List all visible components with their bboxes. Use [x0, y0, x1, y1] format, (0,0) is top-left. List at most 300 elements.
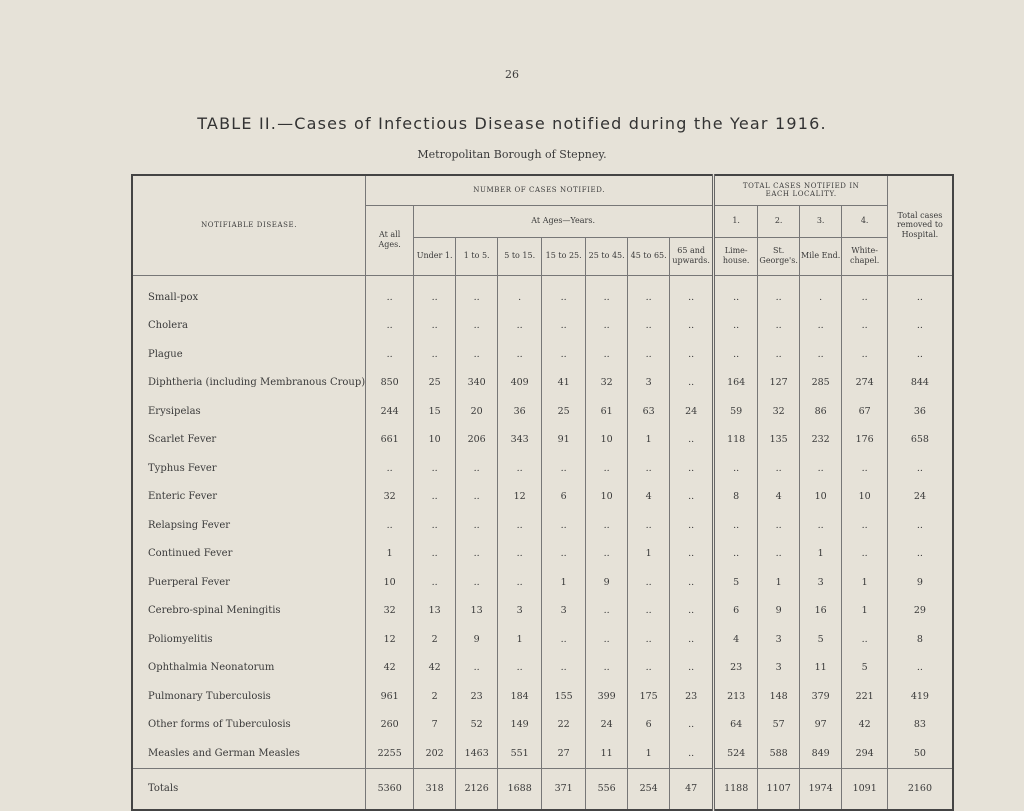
disease-cell — [132, 597, 366, 626]
value-cell: 9 — [888, 568, 953, 597]
value-cell: 2160 — [888, 768, 953, 810]
value-cell: 419 — [888, 682, 953, 711]
value-cell: .. — [670, 597, 714, 626]
header-all-ages: At all Ages. — [366, 205, 414, 275]
value-cell: .. — [842, 511, 888, 540]
header-age-15-25: 15 to 25. — [542, 237, 586, 275]
header-locality-num-4: 4. — [842, 205, 888, 237]
header-age-65-up: 65 and upwards. — [670, 237, 714, 275]
value-cell: .. — [366, 511, 414, 540]
value-cell: 184 — [498, 682, 542, 711]
disease-name: Poliomyelitis — [148, 633, 213, 645]
value-cell: .. — [586, 654, 628, 683]
value-cell: 16 — [800, 597, 842, 626]
value-cell: .. — [628, 283, 670, 312]
value-cell: 22 — [542, 711, 586, 740]
value-cell: 399 — [586, 682, 628, 711]
value-cell: 6 — [628, 711, 670, 740]
header-total-locality: TOTAL CASES NOTIFIED IN EACH LOCALITY. — [714, 175, 888, 205]
value-cell: 3 — [542, 597, 586, 626]
disease-name: Cholera — [148, 320, 188, 332]
disease-cell — [132, 711, 366, 740]
value-cell: .. — [456, 454, 498, 483]
value-cell: 849 — [800, 739, 842, 768]
value-cell: 52 — [456, 711, 498, 740]
value-cell: 135 — [758, 426, 800, 455]
value-cell: 24 — [586, 711, 628, 740]
header-age-45-65: 45 to 65. — [628, 237, 670, 275]
value-cell: 1 — [800, 540, 842, 569]
value-cell: .. — [414, 540, 456, 569]
disease-name: Measles and German Measles — [148, 747, 300, 759]
value-cell: .. — [498, 511, 542, 540]
value-cell: . — [498, 283, 542, 312]
value-cell: 47 — [670, 768, 714, 810]
value-cell: .. — [714, 283, 758, 312]
value-cell: .. — [366, 283, 414, 312]
value-cell: 379 — [800, 682, 842, 711]
value-cell: 32 — [758, 397, 800, 426]
value-cell: 10 — [586, 426, 628, 455]
value-cell: 1 — [842, 568, 888, 597]
value-cell: 12 — [498, 483, 542, 512]
value-cell: .. — [414, 454, 456, 483]
value-cell: .. — [498, 312, 542, 341]
disease-cell — [132, 625, 366, 654]
value-cell: 5360 — [366, 768, 414, 810]
value-cell: .. — [670, 511, 714, 540]
value-cell: 59 — [714, 397, 758, 426]
disease-cell — [132, 654, 366, 683]
value-cell: 9 — [456, 625, 498, 654]
value-cell: 1 — [758, 568, 800, 597]
value-cell: .. — [366, 340, 414, 369]
value-cell: .. — [670, 568, 714, 597]
value-cell: 244 — [366, 397, 414, 426]
value-cell: 1 — [842, 597, 888, 626]
value-cell: .. — [456, 654, 498, 683]
value-cell: 340 — [456, 369, 498, 398]
value-cell: .. — [842, 312, 888, 341]
value-cell: 86 — [800, 397, 842, 426]
header-age-5-15: 5 to 15. — [498, 237, 542, 275]
value-cell: .. — [800, 340, 842, 369]
value-cell: 25 — [414, 369, 456, 398]
value-cell: 3 — [498, 597, 542, 626]
value-cell: 1974 — [800, 768, 842, 810]
value-cell: .. — [456, 568, 498, 597]
value-cell: 63 — [628, 397, 670, 426]
disease-name: Diphtheria (including Membranous Croup) — [148, 377, 366, 389]
value-cell: 27 — [542, 739, 586, 768]
value-cell: 149 — [498, 711, 542, 740]
value-cell: 371 — [542, 768, 586, 810]
value-cell: .. — [670, 625, 714, 654]
value-cell: .. — [542, 540, 586, 569]
value-cell: 844 — [888, 369, 953, 398]
value-cell: .. — [542, 340, 586, 369]
value-cell: .. — [800, 454, 842, 483]
value-cell: .. — [628, 454, 670, 483]
value-cell: .. — [888, 511, 953, 540]
value-cell: 148 — [758, 682, 800, 711]
table-body — [132, 275, 953, 810]
disease-name: Pulmonary Tuberculosis — [148, 690, 271, 702]
value-cell: .. — [456, 540, 498, 569]
disease-cell — [132, 540, 366, 569]
value-cell: 2 — [414, 682, 456, 711]
value-cell: .. — [414, 312, 456, 341]
value-cell: .. — [670, 654, 714, 683]
value-cell: 20 — [456, 397, 498, 426]
value-cell: 7 — [414, 711, 456, 740]
value-cell: 8 — [888, 625, 953, 654]
value-cell: 32 — [366, 597, 414, 626]
totals-row — [132, 768, 953, 810]
value-cell: 1 — [498, 625, 542, 654]
table-row — [132, 540, 953, 569]
value-cell: 260 — [366, 711, 414, 740]
value-cell: 64 — [714, 711, 758, 740]
value-cell: .. — [366, 312, 414, 341]
value-cell: .. — [800, 511, 842, 540]
value-cell: 11 — [586, 739, 628, 768]
value-cell: 9 — [586, 568, 628, 597]
disease-name: Small-pox — [148, 291, 199, 303]
value-cell: 4 — [758, 483, 800, 512]
value-cell: 5 — [800, 625, 842, 654]
header-locality-whitechapel: White-chapel. — [842, 237, 888, 275]
value-cell: .. — [366, 454, 414, 483]
value-cell: 551 — [498, 739, 542, 768]
value-cell: .. — [670, 340, 714, 369]
value-cell: 202 — [414, 739, 456, 768]
value-cell: .. — [670, 483, 714, 512]
value-cell: 221 — [842, 682, 888, 711]
table-row — [132, 312, 953, 341]
value-cell: 1 — [366, 540, 414, 569]
value-cell: 36 — [498, 397, 542, 426]
value-cell: 10 — [414, 426, 456, 455]
value-cell: .. — [542, 511, 586, 540]
table-row — [132, 568, 953, 597]
value-cell: 1 — [542, 568, 586, 597]
value-cell: .. — [542, 454, 586, 483]
value-cell: 2126 — [456, 768, 498, 810]
value-cell: .. — [842, 454, 888, 483]
value-cell: .. — [670, 454, 714, 483]
header-age-1-5: 1 to 5. — [456, 237, 498, 275]
value-cell: .. — [456, 283, 498, 312]
disease-name: Cerebro-spinal Meningitis — [148, 605, 281, 617]
value-cell: .. — [498, 540, 542, 569]
value-cell: .. — [498, 568, 542, 597]
value-cell: .. — [800, 312, 842, 341]
header-disease: NOTIFIABLE DISEASE. — [132, 175, 366, 275]
disease-cell — [132, 568, 366, 597]
value-cell: .. — [628, 568, 670, 597]
value-cell: 10 — [842, 483, 888, 512]
table-header — [132, 175, 953, 275]
disease-cell — [132, 483, 366, 512]
table-row — [132, 483, 953, 512]
disease-cell — [132, 454, 366, 483]
value-cell: 10 — [366, 568, 414, 597]
value-cell: 961 — [366, 682, 414, 711]
value-cell: .. — [758, 511, 800, 540]
value-cell: 36 — [888, 397, 953, 426]
value-cell: .. — [542, 654, 586, 683]
value-cell: .. — [628, 312, 670, 341]
totals-label: Totals — [148, 783, 179, 794]
value-cell: 318 — [414, 768, 456, 810]
value-cell: 50 — [888, 739, 953, 768]
value-cell: 23 — [714, 654, 758, 683]
value-cell: 29 — [888, 597, 953, 626]
value-cell: 294 — [842, 739, 888, 768]
value-cell: .. — [714, 540, 758, 569]
value-cell: 1 — [628, 540, 670, 569]
value-cell: 155 — [542, 682, 586, 711]
value-cell: .. — [542, 312, 586, 341]
value-cell: .. — [586, 540, 628, 569]
value-cell: . — [800, 283, 842, 312]
header-age-25-45: 25 to 45. — [586, 237, 628, 275]
value-cell: .. — [414, 568, 456, 597]
disease-table — [131, 174, 954, 811]
value-cell: 661 — [366, 426, 414, 455]
value-cell: 6 — [542, 483, 586, 512]
disease-name: Continued Fever — [148, 548, 233, 560]
header-locality-num-3: 3. — [800, 205, 842, 237]
table-row — [132, 654, 953, 683]
value-cell: 91 — [542, 426, 586, 455]
value-cell: 23 — [456, 682, 498, 711]
value-cell: .. — [586, 625, 628, 654]
table-row — [132, 454, 953, 483]
value-cell: .. — [758, 454, 800, 483]
disease-cell — [132, 511, 366, 540]
value-cell: 164 — [714, 369, 758, 398]
value-cell: 83 — [888, 711, 953, 740]
value-cell: 1 — [628, 426, 670, 455]
value-cell: .. — [628, 625, 670, 654]
value-cell: 3 — [758, 625, 800, 654]
value-cell: .. — [842, 340, 888, 369]
value-cell: 409 — [498, 369, 542, 398]
value-cell: 274 — [842, 369, 888, 398]
value-cell: 3 — [800, 568, 842, 597]
header-locality-st-georges: St. George's. — [758, 237, 800, 275]
value-cell: .. — [456, 312, 498, 341]
value-cell: .. — [714, 340, 758, 369]
value-cell: .. — [888, 340, 953, 369]
value-cell: 24 — [670, 397, 714, 426]
table-row — [132, 625, 953, 654]
table-row — [132, 511, 953, 540]
value-cell: 343 — [498, 426, 542, 455]
table-row — [132, 426, 953, 455]
page-number: 26 — [505, 68, 519, 81]
value-cell: 176 — [842, 426, 888, 455]
value-cell: 11 — [800, 654, 842, 683]
value-cell: 9 — [758, 597, 800, 626]
value-cell: .. — [670, 739, 714, 768]
value-cell: .. — [498, 654, 542, 683]
table-row — [132, 739, 953, 768]
value-cell: 10 — [800, 483, 842, 512]
value-cell: .. — [628, 511, 670, 540]
value-cell: 2 — [414, 625, 456, 654]
value-cell: .. — [842, 625, 888, 654]
value-cell: .. — [542, 283, 586, 312]
header-removed: Total cases removed to Hospital. — [888, 175, 953, 275]
value-cell: .. — [842, 283, 888, 312]
value-cell: .. — [586, 312, 628, 341]
value-cell: .. — [888, 283, 953, 312]
value-cell: 42 — [842, 711, 888, 740]
value-cell: 850 — [366, 369, 414, 398]
value-cell: 1107 — [758, 768, 800, 810]
value-cell: 13 — [456, 597, 498, 626]
value-cell: 32 — [366, 483, 414, 512]
value-cell: .. — [628, 340, 670, 369]
table-row — [132, 397, 953, 426]
value-cell: .. — [498, 340, 542, 369]
value-cell: .. — [714, 454, 758, 483]
value-cell: 57 — [758, 711, 800, 740]
disease-name: Plague — [148, 348, 183, 360]
value-cell: .. — [414, 283, 456, 312]
value-cell: 3 — [628, 369, 670, 398]
disease-cell — [132, 739, 366, 768]
value-cell: 524 — [714, 739, 758, 768]
value-cell: 1463 — [456, 739, 498, 768]
header-age-under-1: Under 1. — [414, 237, 456, 275]
value-cell: .. — [670, 369, 714, 398]
value-cell: 254 — [628, 768, 670, 810]
header-locality-num-2: 2. — [758, 205, 800, 237]
disease-cell — [132, 369, 366, 398]
disease-cell — [132, 340, 366, 369]
disease-name: Scarlet Fever — [148, 434, 217, 446]
value-cell: 658 — [888, 426, 953, 455]
value-cell: 42 — [414, 654, 456, 683]
value-cell: .. — [456, 483, 498, 512]
value-cell: .. — [842, 540, 888, 569]
value-cell: .. — [414, 511, 456, 540]
value-cell: 32 — [586, 369, 628, 398]
value-cell: 118 — [714, 426, 758, 455]
table-subtitle: Metropolitan Borough of Stepney. — [417, 148, 607, 161]
value-cell: 67 — [842, 397, 888, 426]
value-cell: .. — [586, 340, 628, 369]
value-cell: .. — [414, 340, 456, 369]
disease-name: Relapsing Fever — [148, 519, 231, 531]
disease-name: Puerperal Fever — [148, 576, 230, 588]
table-row — [132, 682, 953, 711]
header-at-ages: At Ages—Years. — [414, 205, 714, 237]
value-cell: .. — [758, 340, 800, 369]
value-cell: 588 — [758, 739, 800, 768]
disease-name: Ophthalmia Neonatorum — [148, 662, 275, 674]
disease-name: Typhus Fever — [148, 462, 217, 474]
value-cell: 175 — [628, 682, 670, 711]
value-cell: 12 — [366, 625, 414, 654]
value-cell: .. — [888, 540, 953, 569]
value-cell: 2255 — [366, 739, 414, 768]
value-cell: .. — [586, 597, 628, 626]
value-cell: 25 — [542, 397, 586, 426]
value-cell: .. — [888, 454, 953, 483]
value-cell: .. — [714, 511, 758, 540]
disease-name: Other forms of Tuberculosis — [148, 719, 291, 731]
header-locality-limehouse: Lime-house. — [714, 237, 758, 275]
value-cell: .. — [670, 540, 714, 569]
value-cell: 206 — [456, 426, 498, 455]
value-cell: .. — [888, 312, 953, 341]
value-cell: .. — [586, 283, 628, 312]
value-cell: .. — [888, 654, 953, 683]
value-cell: 3 — [758, 654, 800, 683]
value-cell: 5 — [842, 654, 888, 683]
value-cell: 41 — [542, 369, 586, 398]
value-cell: .. — [670, 426, 714, 455]
value-cell: .. — [670, 312, 714, 341]
value-cell: 97 — [800, 711, 842, 740]
disease-name: Enteric Fever — [148, 491, 218, 503]
value-cell: .. — [586, 511, 628, 540]
table-row — [132, 597, 953, 626]
value-cell: 13 — [414, 597, 456, 626]
value-cell: 1 — [628, 739, 670, 768]
value-cell: 4 — [628, 483, 670, 512]
header-locality-mile-end: Mile End. — [800, 237, 842, 275]
totals-label-cell — [132, 768, 366, 810]
value-cell: .. — [456, 511, 498, 540]
value-cell: 1091 — [842, 768, 888, 810]
value-cell: .. — [670, 711, 714, 740]
value-cell: 10 — [586, 483, 628, 512]
value-cell: 4 — [714, 625, 758, 654]
value-cell: .. — [758, 312, 800, 341]
table-row — [132, 369, 953, 398]
value-cell: 8 — [714, 483, 758, 512]
table-title: TABLE II.—Cases of Infectious Disease notified during the Year 1916. — [197, 114, 827, 133]
value-cell: 6 — [714, 597, 758, 626]
value-cell: .. — [714, 312, 758, 341]
value-cell: .. — [628, 654, 670, 683]
table-row — [132, 340, 953, 369]
value-cell: .. — [542, 625, 586, 654]
header-locality-num-1: 1. — [714, 205, 758, 237]
value-cell: .. — [670, 283, 714, 312]
disease-cell — [132, 283, 366, 312]
table-row — [132, 283, 953, 312]
value-cell: 213 — [714, 682, 758, 711]
value-cell: .. — [414, 483, 456, 512]
value-cell: 23 — [670, 682, 714, 711]
value-cell: 15 — [414, 397, 456, 426]
value-cell: 285 — [800, 369, 842, 398]
value-cell: .. — [628, 597, 670, 626]
disease-cell — [132, 682, 366, 711]
value-cell: .. — [758, 283, 800, 312]
value-cell: 1688 — [498, 768, 542, 810]
header-number-notified: NUMBER OF CASES NOTIFIED. — [366, 175, 714, 205]
value-cell: 61 — [586, 397, 628, 426]
value-cell: 232 — [800, 426, 842, 455]
